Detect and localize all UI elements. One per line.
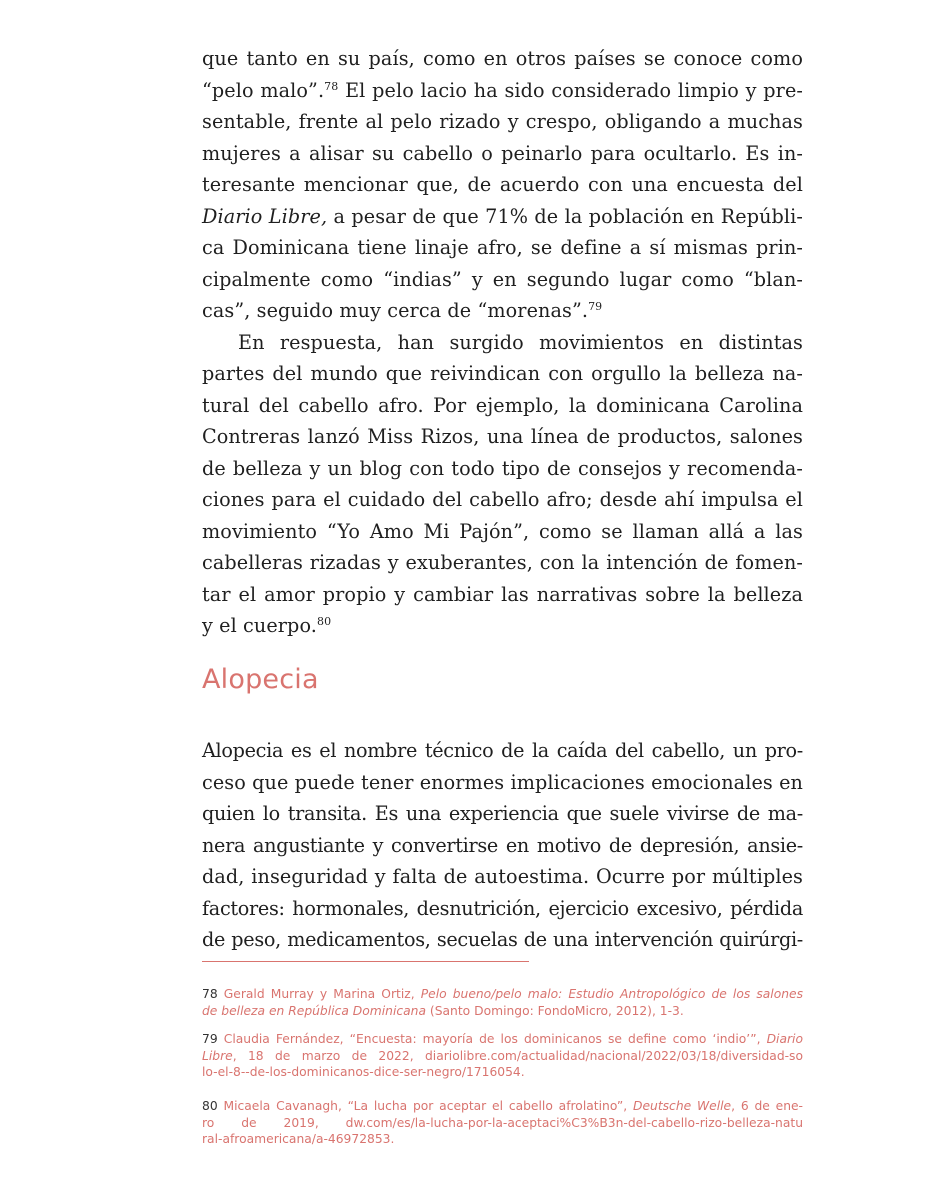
text-line: tar el amor propio y cambiar las narrativas sobre la belleza <box>202 582 803 606</box>
text-line: sentable, frente al pelo rizado y crespo, obligando a muchas <box>202 110 803 133</box>
text-line: ceso que puede tener enormes implicaciones emocionales en <box>202 770 803 794</box>
paragraph-2 <box>202 327 803 642</box>
section-heading: Alopecia <box>202 664 319 695</box>
footnote-line: ral-afroamericana/a-46972853. <box>202 1132 395 1146</box>
text-line: Alopecia es el nombre técnico de la caída del cabello, un pro- <box>202 739 803 762</box>
text-line: mujeres a alisar su cabello o peinarlo para ocultarlo. Es in- <box>202 141 803 165</box>
footnote-line: 78 Gerald Murray y Marina Ortiz, Pelo bueno/pelo malo: Estudio Antropológico de los salones <box>202 987 804 1001</box>
text-line: dad, inseguridad y falta de autoestima. Ocurre por múltiples <box>202 865 803 888</box>
footnote-ref-78[interactable]: 78 <box>324 79 339 93</box>
text-line: En respuesta, han surgido movimientos en distintas <box>238 330 803 354</box>
text-line: ca Dominicana tiene linaje afro, se define a sí mismas prin- <box>202 236 803 259</box>
text-line: Diario Libre, a pesar de que 71% de la población en Repúbli- <box>202 204 803 228</box>
footnote-ref-79[interactable]: 79 <box>588 300 603 313</box>
footnote-line: de belleza en República Dominicana (Santo Domingo: FondoMicro, 2012), 1-3. <box>202 1003 684 1018</box>
text-line: ciones para el cuidado del cabello afro; desde ahí impulsa el <box>202 488 803 511</box>
footnote-78 <box>202 986 803 1019</box>
text-line: factores: hormonales, desnutrición, ejercicio excesivo, pérdida <box>202 896 803 920</box>
text-line: y el cuerpo.$^{80}$ <box>202 614 332 637</box>
text-line: de belleza y un blog con todo tipo de consejos y recomenda- <box>202 456 803 480</box>
footnote-79 <box>202 1031 803 1081</box>
text-line: cabelleras rizadas y exuberantes, con la intención de fomen- <box>202 551 803 574</box>
footnote-line: ro de 2019, dw.com/es/la-lucha-por-la-aceptaci%C3%B3n-del-cabello-rizo-belleza-natu <box>202 1115 803 1130</box>
text-line: quien lo transita. Es una experiencia que suele vivirse de ma- <box>202 802 803 825</box>
text-line: teresante mencionar que, de acuerdo con una encuesta del <box>202 173 803 196</box>
text-line: de peso, medicamentos, secuelas de una intervención quirúrgi- <box>202 928 803 951</box>
footnote-line: lo-el-8--de-los-dominicanos-dice-ser-negro/1716054. <box>202 1065 525 1079</box>
text-line: movimiento “Yo Amo Mi Pajón”, como se llaman allá a las <box>202 519 803 543</box>
text-line: partes del mundo que reivindican con orgullo la belleza na- <box>202 362 803 385</box>
paragraph-1 <box>202 43 803 327</box>
footnote-divider <box>202 961 529 962</box>
text-line: tural del cabello afro. Por ejemplo, la dominicana Carolina <box>202 393 803 417</box>
paragraph-3 <box>202 735 803 956</box>
text-line: que tanto en su país, como en otros países se conoce como <box>202 47 803 70</box>
text-line: “pelo malo”.$^{78}$ El pelo lacio ha sido considerado limpio y pre- <box>202 78 803 102</box>
footnote-80 <box>202 1098 803 1148</box>
text-line: cipalmente como “indias” y en segundo lugar como “blan- <box>202 267 803 291</box>
footnote-ref-80[interactable]: 80 <box>316 615 332 628</box>
footnote-line: Libre, 18 de marzo de 2022, diariolibre.com/actualidad/nacional/2022/03/18/diversidad-so <box>202 1048 803 1063</box>
text-line: Contreras lanzó Miss Rizos, una línea de productos, salones <box>202 425 803 448</box>
text-line: nera angustiante y convertirse en motivo de depresión, ansie- <box>202 833 803 857</box>
footnote-line: 80 Micaela Cavanagh, “La lucha por aceptar el cabello afrolatino”, Deutsche Welle, 6 de ene- <box>202 1099 803 1113</box>
text-line: cas”, seguido muy cerca de “morenas”.$^{79}$ <box>202 299 603 322</box>
footnote-line: 79 Claudia Fernández, “Encuesta: mayoría de los dominicanos se define como ‘indio’”, Diario <box>202 1032 803 1046</box>
